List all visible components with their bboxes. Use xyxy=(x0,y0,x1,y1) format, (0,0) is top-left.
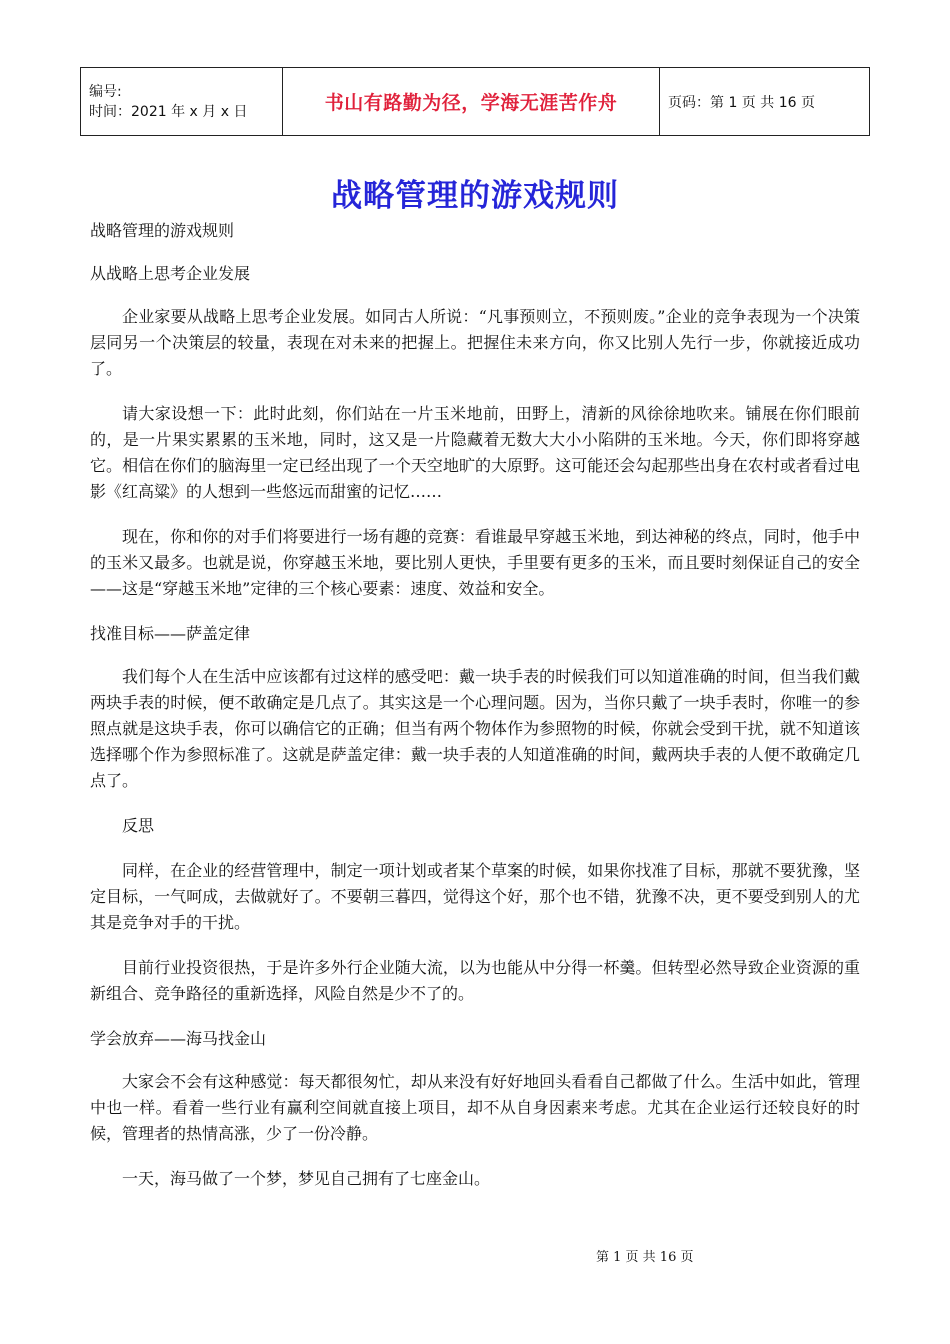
paragraph: 现在，你和你的对手们将要进行一场有趣的竞赛：看谁最早穿越玉米地，到达神秘的终点，同时，他手中的玉米又最多。也就是说，你穿越玉米地，要比别人更快，手里要有更多的玉米，而且要时刻保证自己的安全——这是“穿越玉米地”定律的三个核心要素：速度、效益和安全。 xyxy=(90,527,860,598)
header-table xyxy=(80,67,870,136)
header-motto-cell xyxy=(283,68,660,136)
document-title: 战略管理的游戏规则 xyxy=(331,178,619,214)
header-meta-cell xyxy=(81,68,283,136)
paragraph: 目前行业投资很热，于是许多外行企业随大流，以为也能从中分得一杯羹。但转型必然导致企业资源的重新组合、竞争路径的重新选择，风险自然是少不了的。 xyxy=(90,958,860,1003)
document-number-label: 编号: xyxy=(89,83,122,100)
paragraph: 请大家设想一下：此时此刻，你们站在一片玉米地前，田野上，清新的风徐徐地吹来。铺展在你们眼前的，是一片果实累累的玉米地，同时，这又是一片隐藏着无数大大小小陷阱的玉米地。今天，你们即将穿越它。相信在你们的脑海里一定已经出现了一个天空地旷的大原野。这可能还会勾起那些出身在农村或者看过电影《红高粱》的人想到一些悠远而甜蜜的记忆…… xyxy=(90,404,860,501)
paragraph: 企业家要从战略上思考企业发展。如同古人所说：“凡事预则立，不预则废。”企业的竞争表现为一个决策层同另一个决策层的较量，表现在对未来的把握上。把握住未来方向，你又比别人先行一步，你就接近成功了。 xyxy=(90,307,860,378)
header-motto: 书山有路勤为径，学海无涯苦作舟 xyxy=(324,92,618,114)
body-subtitle: 战略管理的游戏规则 xyxy=(90,221,235,240)
section-heading: 找准目标——萨盖定律 xyxy=(90,624,251,643)
page-footer: 第 1 页 共 16 页 xyxy=(596,1250,694,1265)
paragraph: 一天，海马做了一个梦，梦见自己拥有了七座金山。 xyxy=(122,1169,491,1188)
paragraph: 大家会不会有这种感觉：每天都很匆忙，却从来没有好好地回头看看自己都做了什么。生活中如此，管理中也一样。看着一些行业有赢利空间就直接上项目，却不从自身因素来考虑。尤其在企业运行还较良好的时候，管理者的热情高涨，少了一份冷静。 xyxy=(90,1072,860,1143)
document-body xyxy=(90,218,860,1211)
section-heading: 从战略上思考企业发展 xyxy=(90,264,251,283)
document-time-label: 时间：2021 年 x 月 x 日 xyxy=(89,103,248,120)
paragraph: 我们每个人在生活中应该都有过这样的感受吧：戴一块手表的时候我们可以知道准确的时间，但当我们戴两块手表的时候，便不敢确定是几点了。其实这是一个心理问题。因为，当你只戴了一块手表时，你唯一的参照点就是这块手表，你可以确信它的正确；但当有两个物体作为参照物的时候，你就会受到干扰，就不知道该选择哪个作为参照标准了。这就是萨盖定律：戴一块手表的人知道准确的时间，戴两块手表的人便不敢确定几点了。 xyxy=(90,667,860,790)
paragraph: 同样，在企业的经营管理中，制定一项计划或者某个草案的时候，如果你找准了目标，那就不要犹豫，坚定目标，一气呵成，去做就好了。不要朝三暮四，觉得这个好，那个也不错，犹豫不决，更不要受到别人的尤其是竞争对手的干扰。 xyxy=(90,861,860,932)
paragraph-heading: 反思 xyxy=(122,816,155,835)
section-heading: 学会放弃——海马找金山 xyxy=(90,1029,267,1048)
header-page-info: 页码：第 1 页 共 16 页 xyxy=(660,68,870,136)
